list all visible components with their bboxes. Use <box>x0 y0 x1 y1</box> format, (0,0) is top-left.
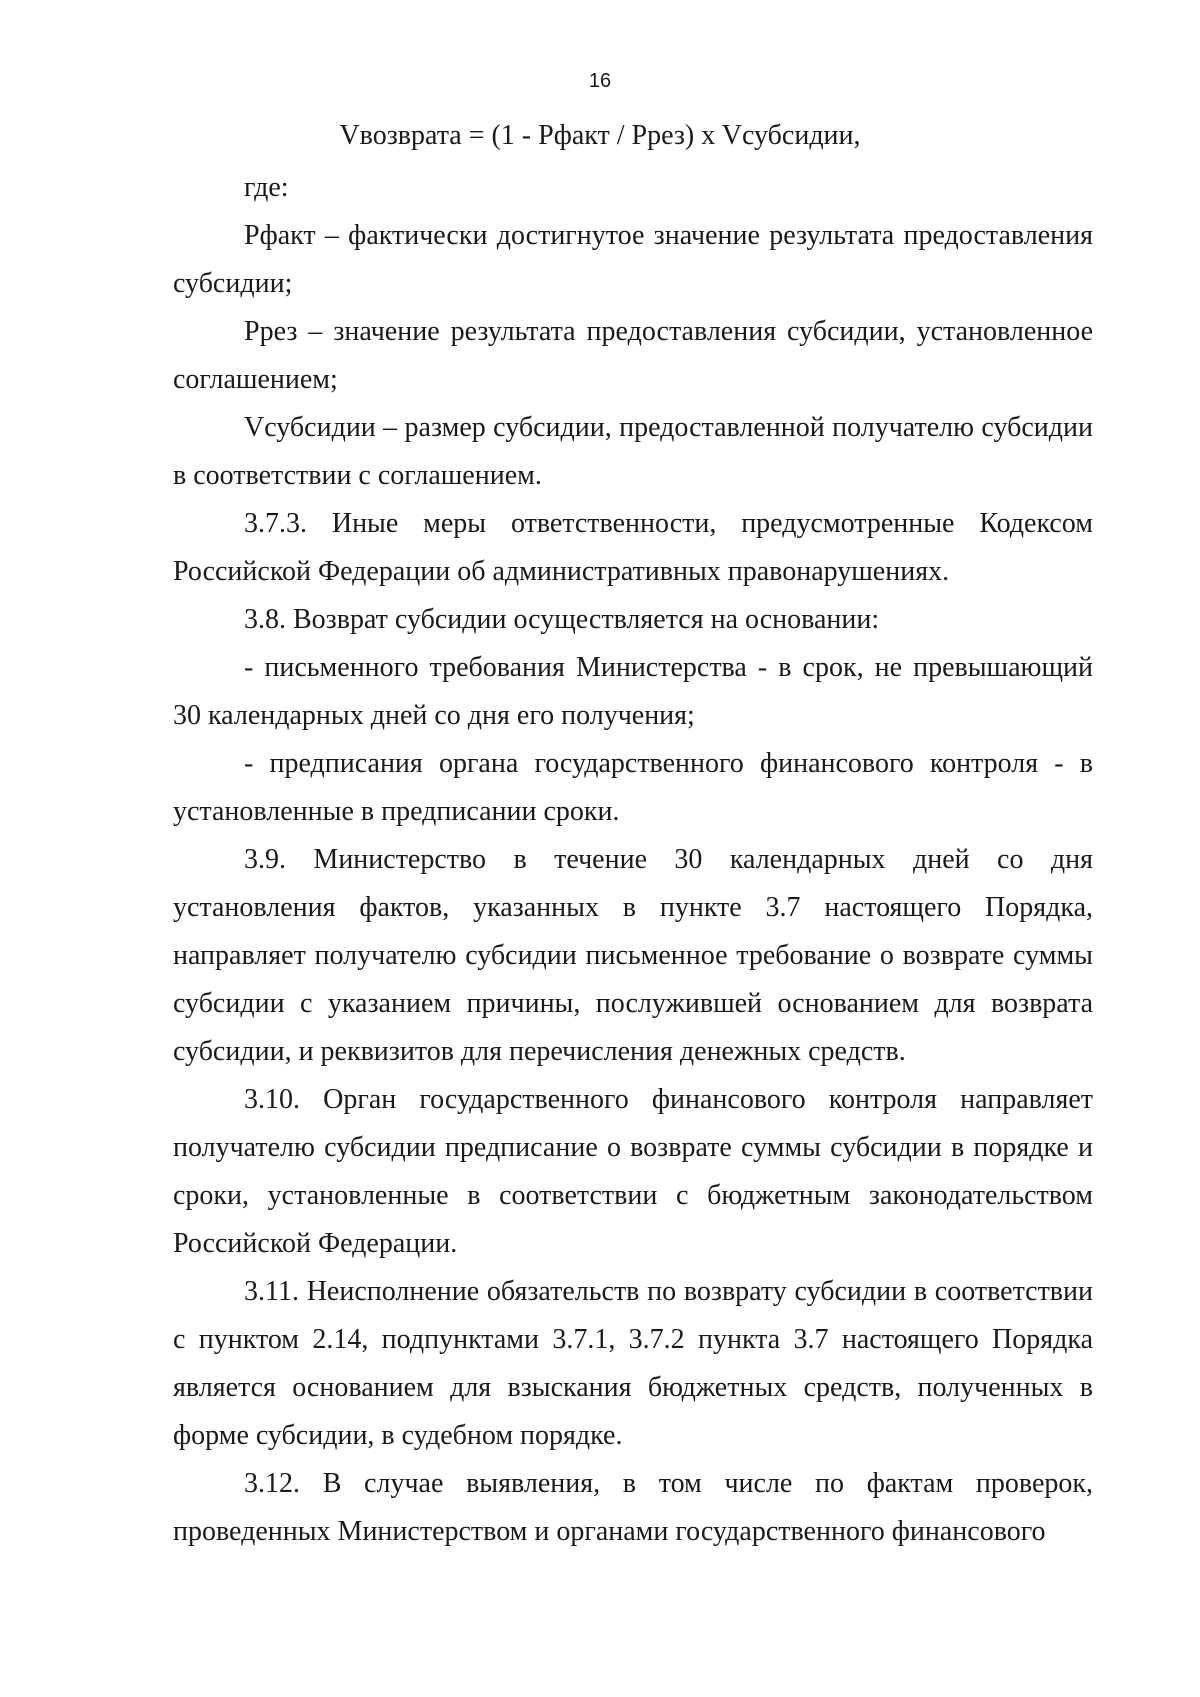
return-formula: Vвозврата = (1 - Рфакт / Ррез) x Vсубсидии, <box>339 120 861 151</box>
paragraph-where: где: <box>244 172 289 203</box>
paragraph-rrez-definition: Ррез – значение результата предоставления субсидии, установленное соглашением; <box>173 316 1093 395</box>
paragraph-3-10: 3.10. Орган государственного финансового контроля направляет получателю субсидии предписание о возврате суммы субсидии в порядке и сроки, установленные в соответствии с бюджетным законодательством Российской Федерации. <box>173 1084 1093 1259</box>
paragraph-3-9: 3.9. Министерство в течение 30 календарных дней со дня установления фактов, указанных в пункте 3.7 настоящего Порядка, направляет получателю субсидии письменное требование о возврате суммы субсидии с указанием причины, послужившей основанием для возврата субсидии, и реквизитов для перечисления денежных средств. <box>173 844 1093 1067</box>
document-body <box>173 164 1093 1556</box>
paragraph-3-7-3: 3.7.3. Иные меры ответственности, предусмотренные Кодексом Российской Федерации об административных правонарушениях. <box>173 508 1093 587</box>
page-number: 16 <box>588 70 612 92</box>
paragraph-rfact-definition: Рфакт – фактически достигнутое значение результата предоставления субсидии; <box>173 220 1093 299</box>
paragraph-3-12: 3.12. В случае выявления, в том числе по фактам проверок, проведенных Министерством и органами государственного финансового <box>173 1468 1093 1547</box>
paragraph-3-8: 3.8. Возврат субсидии осуществляется на основании: <box>244 604 880 635</box>
paragraph-written-demand: - письменного требования Министерства - в срок, не превышающий 30 календарных дней со дня его получения; <box>173 652 1093 731</box>
paragraph-vsubsidy-definition: Vсубсидии – размер субсидии, предоставленной получателю субсидии в соответствии с соглашением. <box>173 412 1093 491</box>
paragraph-3-11: 3.11. Неисполнение обязательств по возврату субсидии в соответствии с пунктом 2.14, подпунктами 3.7.1, 3.7.2 пункта 3.7 настоящего Порядка является основанием для взыскания бюджетных средств, полученных в форме субсидии, в судебном порядке. <box>173 1276 1093 1451</box>
paragraph-order: - предписания органа государственного финансового контроля - в установленные в предписании сроки. <box>173 748 1093 827</box>
